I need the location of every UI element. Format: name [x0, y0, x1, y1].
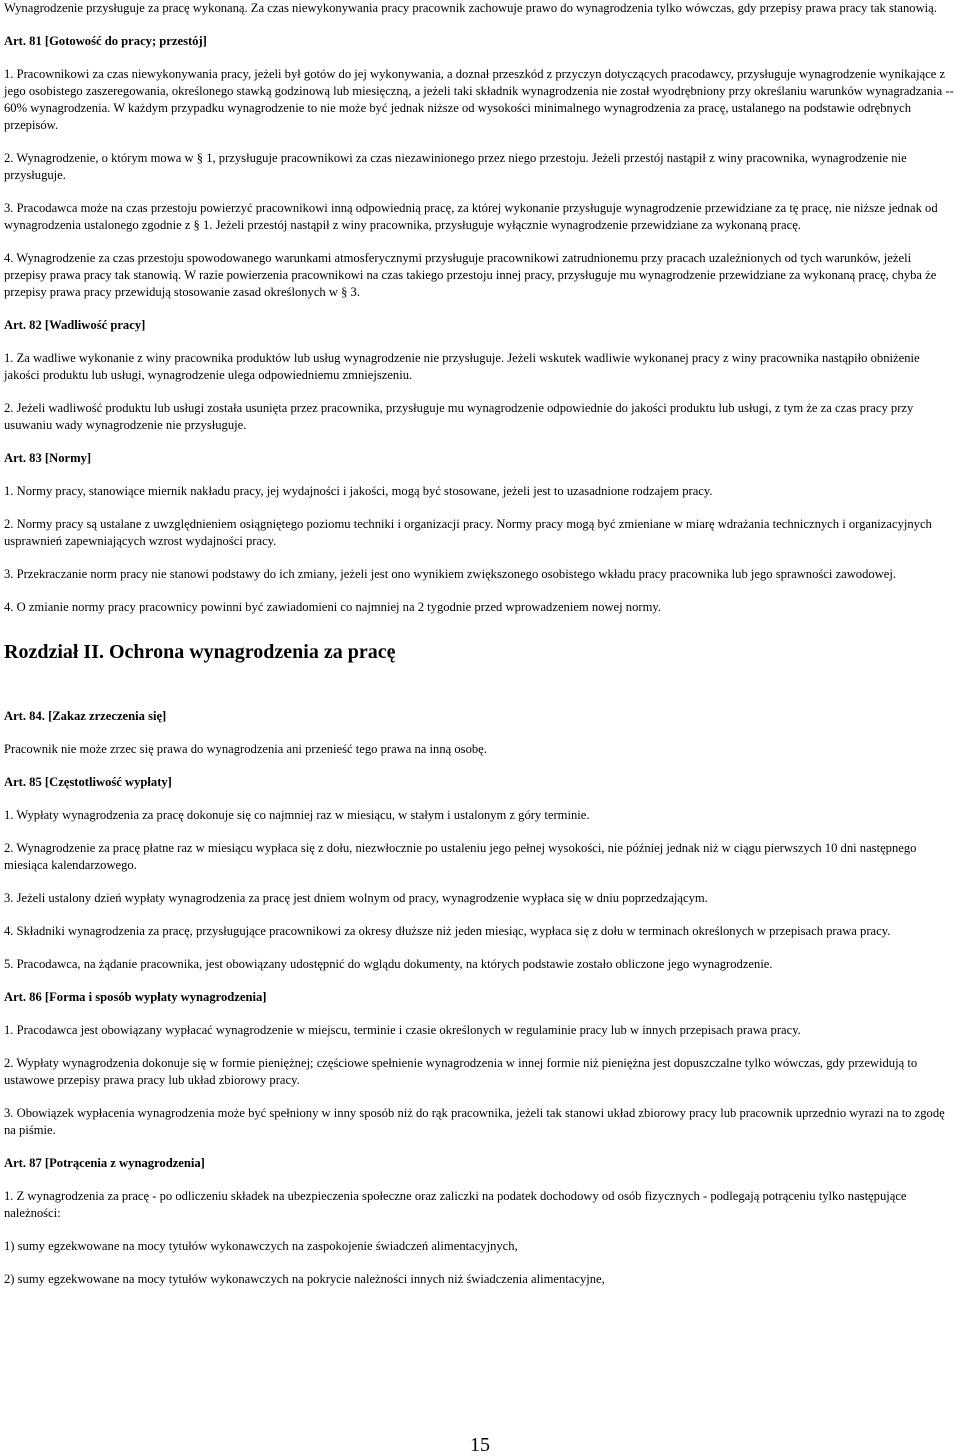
paragraph: 2. Wynagrodzenie, o którym mowa w § 1, przysługuje pracownikowi za czas niezawinionego przez niego przestoju. Jeżeli przestój nastąpił z winy pracownika, wynagrodzenie nie przysługuje. — [4, 151, 907, 182]
article-86-heading: Art. 86 [Forma i sposób wypłaty wynagrodzenia] — [4, 990, 267, 1004]
paragraph: 1. Za wadliwe wykonanie z winy pracownika produktów lub usług wynagrodzenie nie przysługuje. Jeżeli wskutek wadliwie wykonanej pracy z winy pracownika nastąpiło obniżenie jakości produktu lub usługi, wynagrodzenie ulega odpowiedniemu zmniejszeniu. — [4, 351, 920, 382]
list-item: 1) sumy egzekwowane na mocy tytułów wykonawczych na zaspokojenie świadczeń alimentacyjnych, — [4, 1239, 518, 1253]
paragraph: 4. O zmianie normy pracy pracownicy powinni być zawiadomieni co najmniej na 2 tygodnie przed wprowadzeniem nowej normy. — [4, 600, 662, 614]
paragraph: 2. Normy pracy są ustalane z uwzględnieniem osiągniętego poziomu techniki i organizacji pracy. Normy pracy mogą być zmieniane w miarę wdrażania technicznych i organizacyjnych usprawnień zapewniających wzrost wydajności pracy. — [4, 517, 932, 548]
article-83-heading: Art. 83 [Normy] — [4, 451, 92, 465]
chapter-heading: Rozdział II. Ochrona wynagrodzenia za pracę — [4, 641, 396, 663]
paragraph: 3. Obowiązek wypłacenia wynagrodzenia może być spełniony w inny sposób niż do rąk pracownika, jeżeli tak stanowi układ zbiorowy pracy lub pracownik uprzednio wyrazi na to zgodę na piśmie. — [4, 1106, 945, 1137]
paragraph: 1. Normy pracy, stanowiące miernik nakładu pracy, jej wydajności i jakości, mogą być stosowane, jeżeli jest to uzasadnione rodzajem pracy. — [4, 484, 713, 498]
paragraph: 3. Przekraczanie norm pracy nie stanowi podstawy do ich zmiany, jeżeli jest ono wynikiem zwiększonego osobistego wkładu pracy pracownika lub jego sprawności zawodowej. — [4, 567, 897, 581]
paragraph-continuation: Wynagrodzenie przysługuje za pracę wykonaną. Za czas niewykonywania pracy pracownik zachowuje prawo do wynagrodzenia tylko wówczas, gdy przepisy prawa pracy tak stanowią. — [4, 1, 937, 15]
paragraph: 4. Składniki wynagrodzenia za pracę, przysługujące pracownikowi za okresy dłuższe niż jeden miesiąc, wypłaca się z dołu w terminach określonych w przepisach prawa pracy. — [4, 924, 891, 938]
article-85-heading: Art. 85 [Częstotliwość wypłaty] — [4, 775, 172, 789]
article-81-heading: Art. 81 [Gotowość do pracy; przestój] — [4, 34, 207, 48]
paragraph: 3. Jeżeli ustalony dzień wypłaty wynagrodzenia za pracę jest dniem wolnym od pracy, wynagrodzenie wypłaca się w dniu poprzedzającym. — [4, 891, 708, 905]
document-page — [4, 0, 956, 1304]
article-84-heading: Art. 84. [Zakaz zrzeczenia się] — [4, 709, 167, 723]
page-number: 15 — [470, 1434, 490, 1456]
paragraph: 2. Jeżeli wadliwość produktu lub usługi została usunięta przez pracownika, przysługuje mu wynagrodzenie odpowiednie do jakości produktu lub usługi, z tym że za czas pracy przy usuwaniu wady wynagrodzenie nie przysługuje. — [4, 401, 914, 432]
paragraph: 3. Pracodawca może na czas przestoju powierzyć pracownikowi inną odpowiednią pracę, za której wykonanie przysługuje wynagrodzenie przewidziane za tę pracę, nie niższe jednak od wynagrodzenia ustalonego zgodnie z § 1. Jeżeli przestój nastąpił z winy pracownika, przysługuje wyłącznie wynagrodzenie przewidziane za wykonaną pracę. — [4, 201, 938, 232]
article-87-heading: Art. 87 [Potrącenia z wynagrodzenia] — [4, 1156, 205, 1170]
paragraph: 1. Wypłaty wynagrodzenia za pracę dokonuje się co najmniej raz w miesiącu, w stałym i ustalonym z góry terminie. — [4, 808, 590, 822]
paragraph: 1. Z wynagrodzenia za pracę - po odliczeniu składek na ubezpieczenia społeczne oraz zaliczki na podatek dochodowy od osób fizycznych - podlegają potrąceniu tylko następujące należności: — [4, 1189, 907, 1220]
paragraph: 5. Pracodawca, na żądanie pracownika, jest obowiązany udostępnić do wglądu dokumenty, na których podstawie zostało obliczone jego wynagrodzenie. — [4, 957, 773, 971]
paragraph: 2. Wynagrodzenie za pracę płatne raz w miesiącu wypłaca się z dołu, niezwłocznie po ustaleniu jego pełnej wysokości, nie później jednak niż w ciągu pierwszych 10 dni następnego miesiąca kalendarzowego. — [4, 841, 917, 872]
paragraph: 2. Wypłaty wynagrodzenia dokonuje się w formie pieniężnej; częściowe spełnienie wynagrodzenia w innej formie niż pieniężna jest dopuszczalne tylko wówczas, gdy przewidują to ustawowe przepisy prawa pracy lub układ zbiorowy pracy. — [4, 1056, 918, 1087]
paragraph: Pracownik nie może zrzec się prawa do wynagrodzenia ani przenieść tego prawa na inną osobę. — [4, 742, 487, 756]
paragraph: 4. Wynagrodzenie za czas przestoju spowodowanego warunkami atmosferycznymi przysługuje pracownikowi zatrudnionemu przy pracach uzależnionych od tych warunków, jeżeli przepisy prawa pracy tak stanowią. W razie powierzenia pracownikowi na czas takiego przestoju innej pracy, przysługuje mu wynagrodzenie przewidziane za wykonaną pracę, chyba że przepisy prawa pracy przewidują stosowanie zasad określonych w § 3. — [4, 251, 937, 299]
paragraph: 1. Pracodawca jest obowiązany wypłacać wynagrodzenie w miejscu, terminie i czasie określonych w regulaminie pracy lub w innych przepisach prawa pracy. — [4, 1023, 801, 1037]
list-item: 2) sumy egzekwowane na mocy tytułów wykonawczych na pokrycie należności innych niż świadczenia alimentacyjne, — [4, 1272, 605, 1286]
article-82-heading: Art. 82 [Wadliwość pracy] — [4, 318, 146, 332]
paragraph: 1. Pracownikowi za czas niewykonywania pracy, jeżeli był gotów do jej wykonywania, a doznał przeszkód z przyczyn dotyczących pracodawcy, przysługuje wynagrodzenie wynikające z jego osobistego zaszeregowania, określonego stawką godzinową lub miesięczną, a jeżeli taki składnik wynagrodzenia nie został wyodrębniony przy określaniu warunków wynagradzania -- 60% wynagrodzenia. W każdym przypadku wynagrodzenie to nie może być jednak niższe od wysokości minimalnego wynagrodzenia za pracę, ustalanego na podstawie odrębnych przepisów. — [4, 67, 954, 132]
